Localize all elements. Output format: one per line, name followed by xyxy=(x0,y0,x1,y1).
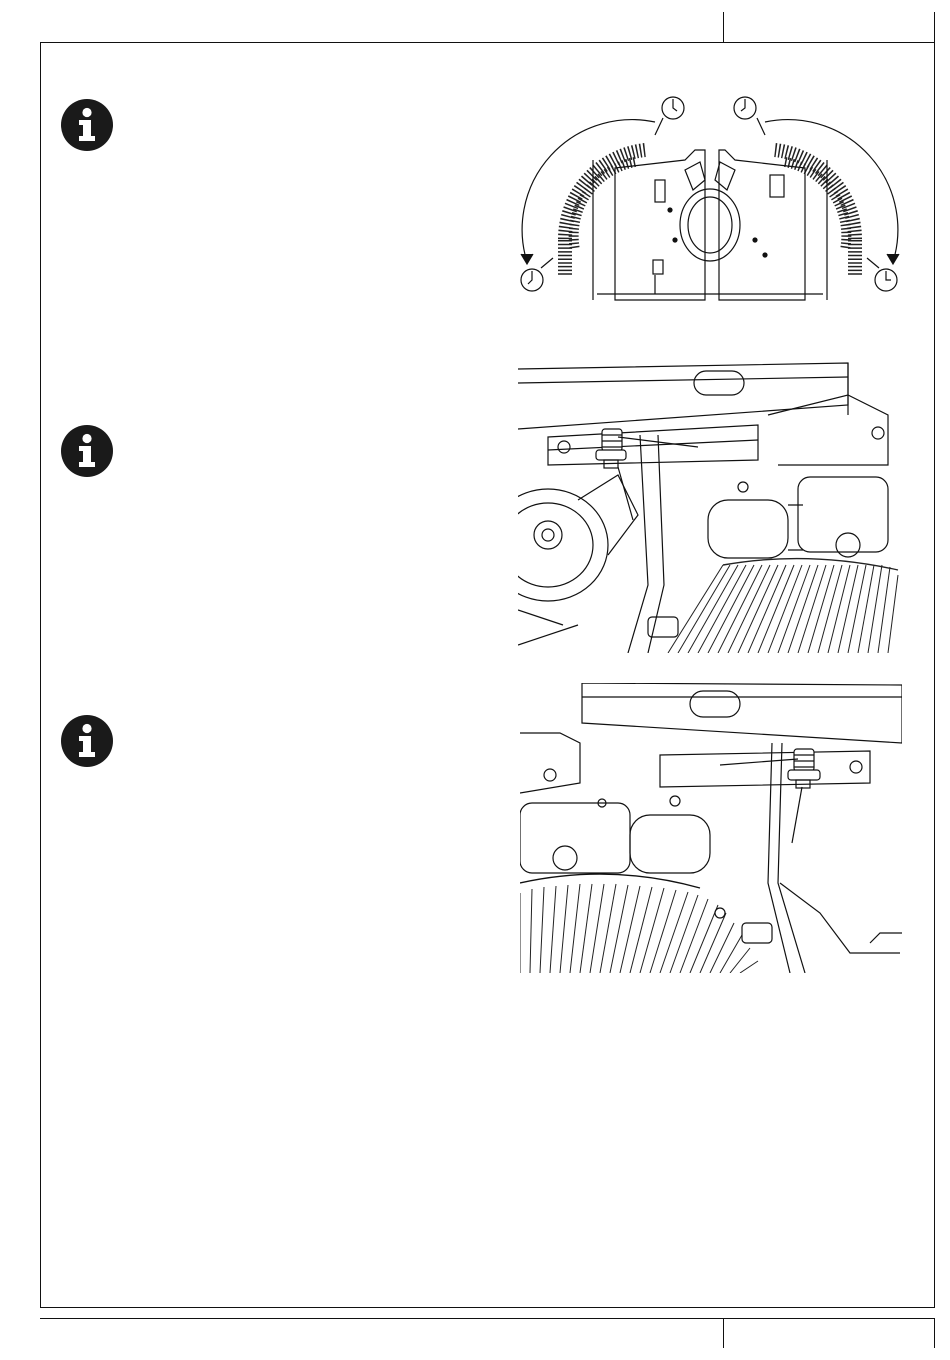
right-brush-knob-figure xyxy=(518,355,900,653)
info-icon xyxy=(60,98,114,152)
side-brushes-rotation-figure xyxy=(505,90,915,308)
left-side-brush xyxy=(565,150,645,275)
header-rule-vertical xyxy=(723,12,724,42)
adjustment-bracket xyxy=(660,751,870,787)
adjustment-knob xyxy=(596,429,626,468)
right-side-brush xyxy=(775,150,855,275)
clock-icon xyxy=(875,269,897,291)
footer-rule-vertical-right xyxy=(934,1318,935,1348)
left-brush-knob-figure xyxy=(520,683,902,973)
side-brush-bristles xyxy=(668,559,898,653)
clock-icon xyxy=(662,97,684,119)
clock-icon xyxy=(734,97,756,119)
info-icon xyxy=(60,714,114,768)
machine-body xyxy=(593,150,827,300)
clock-icon xyxy=(521,269,543,291)
footer-rule xyxy=(40,1318,935,1319)
footer-rule-vertical xyxy=(723,1318,724,1348)
adjustment-knob xyxy=(788,749,820,788)
side-brush-bristles xyxy=(520,884,758,973)
header-rule-vertical-right xyxy=(934,12,935,42)
info-icon xyxy=(60,424,114,478)
